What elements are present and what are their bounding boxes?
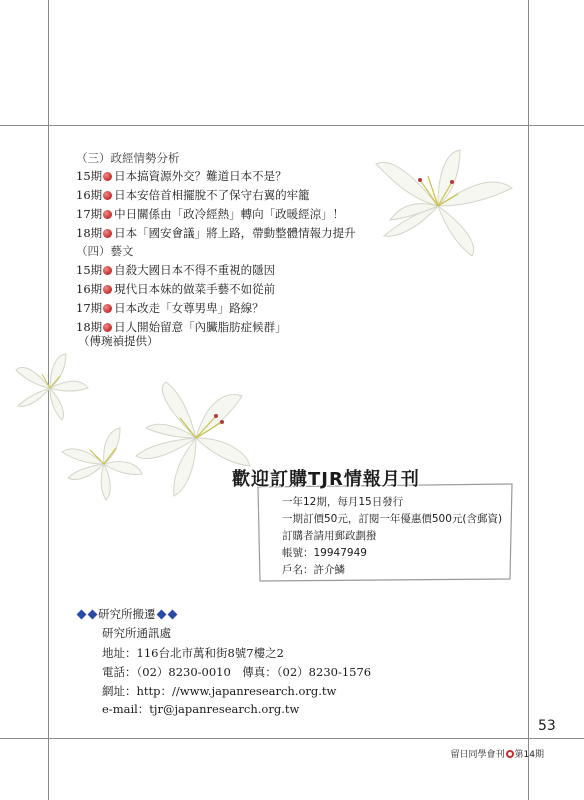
list-item — [76, 225, 356, 241]
list-item — [76, 206, 344, 222]
red-dot-icon — [103, 229, 112, 238]
item-title: 日本改走「女尊男卑」路線？ — [114, 301, 264, 315]
list-item — [76, 168, 287, 184]
right-rule — [528, 0, 529, 800]
red-dot-icon — [103, 210, 112, 219]
subscription-title: 歡迎訂購TJR情報月刊 — [232, 469, 420, 490]
footer-issue: 第14期 — [514, 750, 544, 760]
footer — [451, 747, 544, 760]
diamond-icon — [88, 609, 98, 619]
issue-number: 15期 — [76, 169, 103, 183]
list-item — [76, 300, 264, 316]
section-heading-politics: （三）政經情勢分析 — [76, 151, 180, 165]
diamond-icon — [77, 609, 87, 619]
red-dot-icon — [103, 266, 112, 275]
issue-number: 17期 — [76, 301, 103, 315]
diamond-icon — [167, 609, 177, 619]
footer-publication: 留日同學會刊 — [450, 750, 505, 760]
credit-line: （傅琬禎提供） — [78, 334, 159, 348]
address-heading-text: 研究所搬遷 — [98, 607, 156, 621]
address-heading — [76, 606, 178, 622]
red-dot-icon — [103, 285, 112, 294]
red-dot-icon — [103, 323, 112, 332]
issue-number: 15期 — [76, 263, 103, 277]
red-dot-icon — [103, 172, 112, 181]
subscription-line: 帳號：19947949 — [282, 547, 367, 559]
section-heading-arts: （四）藝文 — [76, 244, 134, 258]
item-title: 中日關係由「政冷經熱」轉向「政暖經涼」！ — [114, 207, 345, 221]
lily-flower-left-pair — [56, 378, 256, 508]
item-title: 自殺大國日本不得不重視的隱因 — [114, 263, 276, 277]
issue-number: 17期 — [76, 207, 103, 221]
subscription-line: 戶名：許介鱗 — [282, 564, 345, 576]
address-line: 地址：116台北市萬和街8號7樓之2 — [102, 646, 284, 660]
address-line: 電話：（02）8230-0010 傳真：（02）8230-1576 — [102, 665, 372, 679]
page-number: 53 — [538, 718, 556, 734]
website-link[interactable]: 網址：http：//www.japanresearch.org.tw — [102, 684, 337, 698]
issue-number: 16期 — [76, 282, 103, 296]
diamond-icon — [156, 609, 166, 619]
item-title: 現代日本妹的做菜手藝不如從前 — [114, 282, 276, 296]
item-title: 日本「國安會議」將上路，帶動整體情報力提升 — [114, 226, 356, 240]
item-title: 日人開始留意「內臟脂肪症候群」 — [114, 320, 287, 334]
lily-flower-top-right — [368, 148, 518, 258]
issue-number: 18期 — [76, 226, 103, 240]
email-link[interactable]: e-mail：tjr@japanresearch.org.tw — [102, 702, 300, 716]
red-dot-icon — [103, 304, 112, 313]
subscription-line: 訂購者請用郵政劃撥 — [282, 530, 377, 542]
issue-number: 18期 — [76, 320, 103, 334]
list-item — [76, 262, 275, 278]
address-line: 研究所通訊處 — [102, 626, 171, 640]
ring-icon — [506, 750, 514, 758]
item-title: 日本安倍首相擺脫不了保守右翼的牢籠 — [114, 188, 310, 202]
top-rule — [0, 125, 584, 126]
bottom-rule — [0, 738, 584, 739]
issue-number: 16期 — [76, 188, 103, 202]
subscription-line: 一年12期，每月15日發行 — [282, 496, 404, 508]
list-item — [76, 187, 310, 203]
subscription-line: 一期訂價50元，訂閱一年優惠價500元(含郵資) — [282, 513, 503, 525]
list-item — [76, 281, 275, 297]
item-title: 日本搞資源外交？難道日本不是？ — [114, 169, 287, 183]
red-dot-icon — [103, 191, 112, 200]
